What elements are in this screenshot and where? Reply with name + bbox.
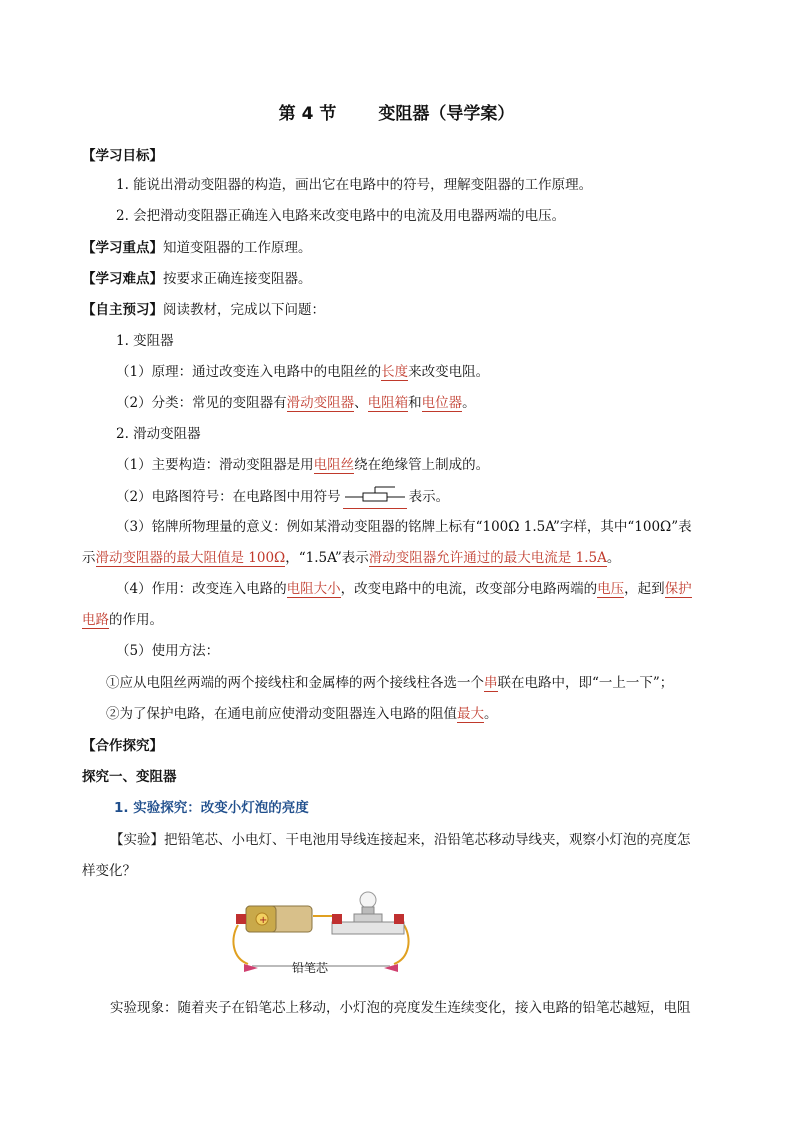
- usage-method-2: [106, 704, 498, 724]
- key-point-text: 知道变阻器的工作原理。: [163, 240, 312, 256]
- usage-text: ①应从电阻丝两端的两个接线柱和金属棒的两个接线柱各选一个: [106, 675, 484, 691]
- coop-heading: 【合作探究】: [82, 738, 163, 754]
- goal-item-1: 1. 能说出滑动变阻器的构造，画出它在电路中的符号，理解变阻器的工作原理。: [116, 177, 593, 193]
- answer-circuit: 电路: [82, 612, 109, 628]
- section-name: 变阻器（导学案）: [378, 104, 515, 124]
- nameplate-text: 示: [82, 550, 96, 566]
- function-text: ，起到: [624, 581, 665, 597]
- experiment-text-1: 【实验】把铅笔芯、小电灯、干电池用导线连接起来，沿铅笔芯移动导线夹，观察小灯泡的亮度怎: [110, 832, 691, 848]
- key-point-line: [82, 238, 312, 258]
- principle-text-end: 来改变电阻。: [408, 364, 490, 380]
- svg-text:+: +: [259, 915, 268, 926]
- preview-line: [82, 300, 325, 320]
- preview-intro: 阅读教材，完成以下问题：: [163, 302, 325, 318]
- circuit-illustration: [228, 888, 414, 978]
- construction-text-end: 绕在绝缘管上制成的。: [354, 457, 490, 473]
- circuit-figure: [228, 888, 414, 978]
- answer-voltage: 电压: [597, 581, 625, 597]
- period: 。: [606, 550, 621, 566]
- answer-protect: 保护: [664, 581, 692, 597]
- answer-max-current: 滑动变阻器允许通过的最大电流是 1.5A: [368, 550, 607, 566]
- answer-slide-rheostat: 滑动变阻器: [286, 395, 355, 411]
- symbol-line: [116, 486, 449, 509]
- experiment-text-2: 样变化？: [82, 863, 136, 879]
- usage-text-end: 联在电路中，即“一上一下”；: [497, 675, 674, 691]
- answer-wire: 电阻丝: [313, 457, 355, 473]
- difficulty-line: [82, 269, 312, 289]
- function-line-2: [82, 610, 163, 630]
- subsection-2: 2. 滑动变阻器: [116, 426, 201, 442]
- function-line-1: [116, 579, 692, 599]
- usage-heading: （5）使用方法：: [116, 643, 220, 659]
- key-point-heading: 【学习重点】: [82, 240, 163, 256]
- answer-resistance-size: 电阻大小: [286, 581, 341, 597]
- separator: 和: [408, 395, 422, 411]
- nameplate-line-1: （3）铭牌所物理量的意义：例如某滑动变阻器的铭牌上标有“100Ω 1.5A”字样，其中“100Ω”表: [116, 519, 692, 535]
- separator: 、: [354, 395, 368, 411]
- construction-line: [116, 455, 489, 475]
- principle-line: [116, 362, 489, 382]
- observation-text: 实验现象：随着夹子在铅笔芯上移动，小灯泡的亮度发生连续变化，接入电路的铅笔芯越短，电阻: [110, 1000, 691, 1016]
- nameplate-line-2: [82, 548, 620, 568]
- page-title: [0, 104, 793, 124]
- answer-max-resistance: 滑动变阻器的最大阻值是 100Ω: [95, 550, 286, 566]
- answer-resistance-box: 电阻箱: [367, 395, 409, 411]
- classification-line: [116, 393, 476, 413]
- function-text: （4）作用：改变连入电路的: [116, 581, 287, 597]
- classification-text: （2）分类：常见的变阻器有: [116, 395, 287, 411]
- answer-length: 长度: [381, 364, 409, 380]
- rheostat-symbol-icon: [343, 486, 407, 509]
- symbol-text-end: 表示。: [408, 489, 450, 505]
- subsection-1: 1. 变阻器: [116, 333, 174, 349]
- period: 。: [484, 706, 498, 722]
- answer-maximum: 最大: [457, 706, 484, 722]
- goals-heading: 【学习目标】: [82, 148, 163, 164]
- preview-heading: 【自主预习】: [82, 302, 163, 318]
- symbol-text: （2）电路图符号：在电路图中用符号: [116, 489, 341, 505]
- construction-text: （1）主要构造：滑动变阻器是用: [116, 457, 314, 473]
- experiment-title: 1. 实验探究：改变小灯泡的亮度: [114, 800, 309, 816]
- answer-potentiometer: 电位器: [421, 395, 463, 411]
- function-text-end: 的作用。: [109, 612, 163, 628]
- pencil-lead-label: 铅笔芯: [292, 961, 329, 975]
- difficulty-heading: 【学习难点】: [82, 271, 163, 287]
- period: 。: [462, 395, 476, 411]
- answer-series: 串: [484, 675, 498, 691]
- nameplate-text: ，“1.5A”表示: [285, 550, 369, 566]
- goal-item-2: 2. 会把滑动变阻器正确连入电路来改变电路中的电流及用电器两端的电压。: [116, 208, 566, 224]
- usage-method-1: [106, 673, 673, 693]
- section-number: 第 4 节: [278, 104, 337, 124]
- principle-text: （1）原理：通过改变连入电路中的电阻丝的: [116, 364, 382, 380]
- usage-text: ②为了保护电路，在通电前应使滑动变阻器连入电路的阻值: [106, 706, 457, 722]
- function-text: ，改变电路中的电流，改变部分电路两端的: [340, 581, 598, 597]
- inquiry-title: 探究一、变阻器: [82, 769, 177, 785]
- difficulty-text: 按要求正确连接变阻器。: [163, 271, 312, 287]
